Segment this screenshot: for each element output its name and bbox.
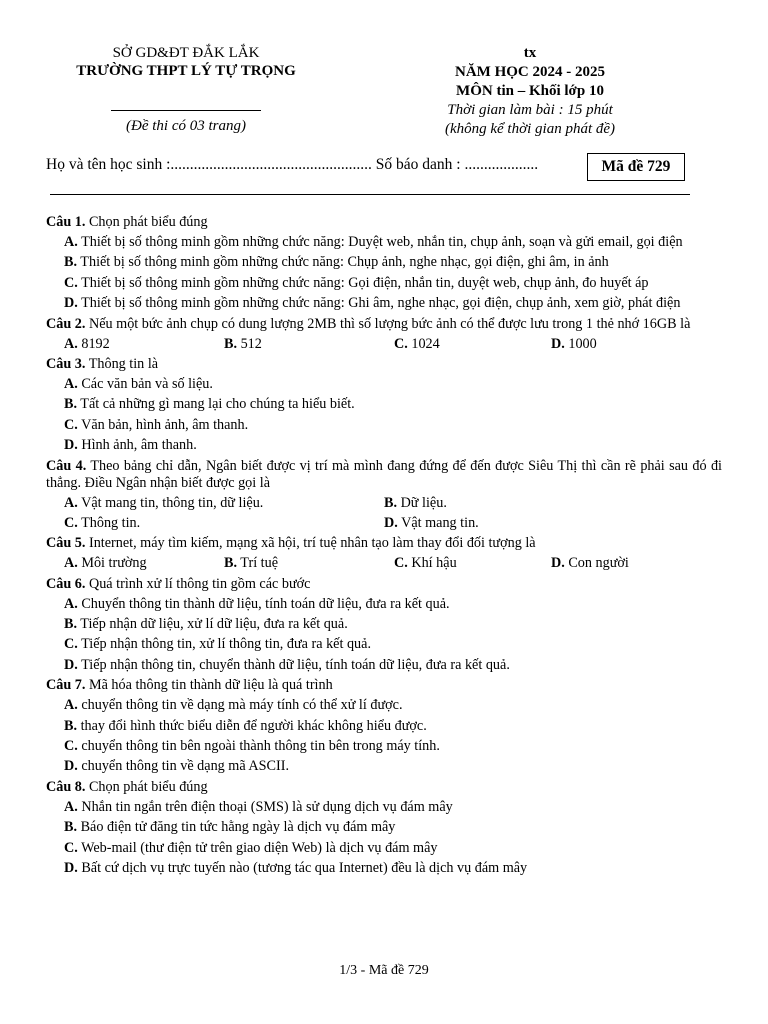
answer-option — [46, 396, 722, 413]
question-stem: Quá trình xử lí thông tin gồm các bước — [85, 575, 311, 592]
question-stem: Theo bảng chỉ dẫn, Ngân biết được vị trí mà mình đang đứng để đến được Siêu Thị thì cần rẽ phải sau đó đi thẳng. Điều Ngân nhận biết được gọi là — [46, 457, 722, 491]
option-letter: C. — [64, 839, 78, 856]
student-name-field: Họ và tên học sinh :.................................................... — [46, 156, 372, 173]
answer-option — [46, 636, 722, 653]
answer-option — [46, 758, 722, 775]
option-text: Bất cứ dịch vụ trực tuyến nào (tương tác qua Internet) đều là dịch vụ đám mây — [77, 859, 528, 876]
answer-option — [46, 254, 722, 271]
answer-option — [224, 336, 394, 353]
option-text: Tiếp nhận thông tin, chuyển thành dữ liệu, tính toán dữ liệu, đưa ra kết quả. — [77, 656, 510, 673]
option-text: Tiếp nhận dữ liệu, xử lí dữ liệu, đưa ra kết quả. — [77, 616, 348, 633]
option-letter: B. — [64, 396, 78, 413]
answer-row — [46, 515, 722, 532]
option-text: Hình ảnh, âm thanh. — [77, 437, 197, 454]
option-letter: D. — [64, 758, 78, 775]
header-divider — [111, 110, 261, 111]
option-letter: B. — [224, 335, 238, 352]
answer-option — [46, 697, 722, 714]
question-text — [46, 316, 722, 333]
answer-option — [551, 336, 711, 353]
duration-note: (không kể thời gian phát đề) — [444, 121, 616, 137]
answer-row — [46, 336, 722, 353]
option-text: 8192 — [77, 335, 110, 352]
option-text: Các văn bản và số liệu. — [77, 375, 213, 392]
option-letter: B. — [384, 494, 398, 511]
option-letter: A. — [64, 335, 78, 352]
student-info-row — [46, 156, 538, 174]
option-text: Thiết bị số thông minh gồm những chức năng: Gọi điện, nhắn tin, duyệt web, chụp ảnh, đo huyết áp — [77, 274, 649, 291]
question-text — [46, 677, 722, 694]
answer-option — [46, 234, 722, 251]
header-left — [46, 44, 326, 135]
option-letter: C. — [64, 416, 78, 433]
answer-option — [46, 417, 722, 434]
answer-option — [46, 596, 722, 613]
student-id-field: Số báo danh : ................... — [371, 156, 539, 173]
department-name: SỞ GD&ĐT ĐẮK LẮK — [112, 45, 260, 61]
answer-option — [46, 376, 722, 393]
option-letter: D. — [64, 859, 78, 876]
exam-code-box: Mã đề 729 — [587, 153, 685, 181]
option-text: 1024 — [407, 335, 440, 352]
answer-option — [551, 555, 711, 572]
subject-line: MÔN tin – Khối lớp 10 — [456, 83, 604, 99]
duration-line: Thời gian làm bài : 15 phút — [447, 102, 613, 118]
answer-option — [46, 616, 722, 633]
question-stem: Chọn phát biểu đúng — [85, 778, 208, 795]
question-number: Câu 1. — [46, 214, 86, 230]
option-letter: B. — [64, 717, 78, 734]
question-number: Câu 8. — [46, 778, 86, 795]
answer-option — [46, 437, 722, 454]
answer-option — [394, 336, 551, 353]
question-stem: Nếu một bức ảnh chụp có dung lượng 2MB thì số lượng bức ảnh có thể được lưu trong 1 thẻ nhớ 16GB là — [85, 315, 691, 332]
question-text — [46, 535, 722, 552]
option-text: Môi trường — [77, 555, 147, 572]
option-letter: C. — [64, 274, 78, 291]
answer-row — [46, 495, 722, 512]
option-text: 512 — [237, 335, 262, 352]
question-block — [46, 677, 722, 775]
option-text: chuyển thông tin về dạng mà máy tính có thể xử lí được. — [77, 697, 403, 714]
header-right — [395, 44, 665, 139]
option-letter: C. — [64, 514, 78, 531]
answer-option — [46, 860, 722, 877]
option-text: Thiết bị số thông minh gồm những chức năng: Chụp ảnh, nghe nhạc, gọi điện, ghi âm, in ảnh — [77, 254, 609, 271]
option-text: Vật mang tin. — [397, 514, 479, 531]
answer-option — [224, 555, 394, 572]
option-text: Văn bản, hình ảnh, âm thanh. — [77, 416, 249, 433]
option-text: Thiết bị số thông minh gồm những chức năng: Duyệt web, nhắn tin, chụp ảnh, soạn và gửi email, gọi điện — [77, 234, 683, 250]
option-letter: D. — [551, 335, 565, 352]
answer-option — [384, 495, 704, 512]
option-text: Dữ liệu. — [397, 494, 447, 511]
option-letter: A. — [64, 494, 78, 511]
question-text — [46, 356, 722, 373]
answer-row — [46, 555, 722, 572]
question-block — [46, 356, 722, 454]
option-text: Báo điện tử đăng tin tức hằng ngày là dịch vụ đám mây — [77, 819, 396, 836]
question-stem: Thông tin là — [85, 355, 159, 372]
question-number: Câu 6. — [46, 575, 86, 592]
option-letter: D. — [551, 555, 565, 572]
option-text: Vật mang tin, thông tin, dữ liệu. — [77, 494, 264, 511]
question-number: Câu 2. — [46, 315, 86, 332]
question-number: Câu 4. — [46, 457, 87, 474]
option-letter: C. — [64, 636, 78, 653]
option-text: Khí hậu — [407, 555, 457, 572]
option-letter: C. — [64, 738, 78, 755]
option-text: Tiếp nhận thông tin, xử lí thông tin, đưa ra kết quả. — [77, 636, 371, 653]
answer-option — [46, 799, 722, 816]
pages-note: (Đề thi có 03 trang) — [126, 118, 246, 134]
question-number: Câu 7. — [46, 677, 86, 694]
question-block — [46, 576, 722, 674]
question-number: Câu 5. — [46, 535, 86, 552]
option-letter: A. — [64, 798, 78, 815]
answer-option — [46, 275, 722, 292]
question-block — [46, 316, 722, 353]
answer-option — [46, 718, 722, 735]
option-text: Trí tuệ — [237, 555, 279, 572]
answer-option — [384, 515, 704, 532]
option-text: Chuyển thông tin thành dữ liệu, tính toán dữ liệu, đưa ra kết quả. — [77, 595, 450, 612]
option-text: thay đổi hình thức biểu diễn để người khác không hiểu được. — [77, 717, 427, 734]
answer-option — [46, 738, 722, 755]
question-text — [46, 214, 722, 231]
question-block — [46, 214, 722, 312]
answer-option — [46, 295, 722, 312]
answer-option — [64, 336, 224, 353]
question-block — [46, 458, 722, 532]
option-letter: D. — [64, 656, 78, 673]
option-text: chuyển thông tin về dạng mã ASCII. — [77, 758, 290, 775]
answer-option — [46, 840, 722, 857]
option-text: Tất cả những gì mang lại cho chúng ta hiểu biết. — [77, 396, 355, 413]
option-letter: C. — [394, 555, 408, 572]
answer-option — [46, 819, 722, 836]
question-block — [46, 535, 722, 572]
page-footer: 1/3 - Mã đề 729 — [339, 963, 429, 978]
question-list — [46, 214, 722, 880]
option-text: Con người — [564, 555, 629, 572]
question-stem: Chọn phát biểu đúng — [85, 214, 208, 230]
option-text: Thông tin. — [77, 514, 141, 531]
exam-tag: tx — [523, 45, 537, 61]
option-letter: A. — [64, 595, 78, 612]
answer-option — [64, 555, 224, 572]
option-text: Web-mail (thư điện tử trên giao diện Web) là dịch vụ đám mây — [77, 839, 438, 856]
question-text — [46, 458, 722, 492]
answer-option — [64, 515, 384, 532]
answer-option — [64, 495, 384, 512]
answer-option — [394, 555, 551, 572]
option-letter: B. — [224, 555, 238, 572]
school-name: TRƯỜNG THPT LÝ TỰ TRỌNG — [76, 63, 296, 79]
option-letter: D. — [384, 514, 398, 531]
header-rule — [50, 194, 690, 195]
option-text: Nhắn tin ngắn trên điện thoại (SMS) là sử dụng dịch vụ đám mây — [77, 798, 453, 815]
question-stem: Internet, máy tìm kiếm, mạng xã hội, trí tuệ nhân tạo làm thay đổi đối tượng là — [85, 535, 536, 552]
option-letter: B. — [64, 616, 78, 633]
question-block — [46, 779, 722, 877]
question-text — [46, 576, 722, 593]
option-letter: B. — [64, 819, 78, 836]
option-letter: B. — [64, 254, 78, 271]
option-letter: A. — [64, 697, 78, 714]
option-text: 1000 — [564, 335, 597, 352]
option-letter: A. — [64, 375, 78, 392]
option-letter: D. — [64, 295, 78, 312]
school-year: NĂM HỌC 2024 - 2025 — [455, 64, 605, 80]
question-number: Câu 3. — [46, 355, 86, 372]
question-text — [46, 779, 722, 796]
option-letter: D. — [64, 437, 78, 454]
option-text: chuyển thông tin bên ngoài thành thông tin bên trong máy tính. — [77, 738, 440, 755]
option-text: Thiết bị số thông minh gồm những chức năng: Ghi âm, nghe nhạc, gọi điện, chụp ảnh, xem giờ, phát điện — [77, 295, 681, 312]
option-letter: C. — [394, 335, 408, 352]
question-stem: Mã hóa thông tin thành dữ liệu là quá trình — [85, 677, 333, 694]
option-letter: A. — [64, 555, 78, 572]
option-letter: A. — [64, 234, 78, 250]
answer-option — [46, 657, 722, 674]
